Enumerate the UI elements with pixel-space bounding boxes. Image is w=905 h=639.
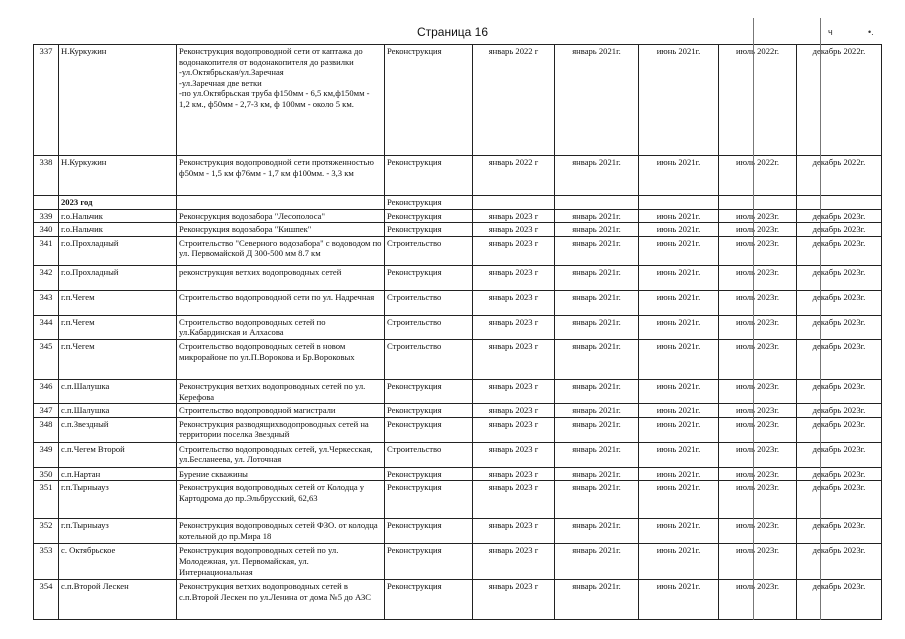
cell-date: июнь 2021г. bbox=[639, 223, 719, 237]
cell-number: 337 bbox=[34, 45, 59, 156]
cell-work-type: Реконструкция bbox=[385, 196, 473, 210]
cell-date: декабрь 2023г. bbox=[797, 442, 882, 467]
cell-date: июнь 2021г. bbox=[639, 417, 719, 442]
cell-description: Реконструкция ветхих водопроводных сетей в с.п.Второй Лескен по ул.Ленина от дома №5 до АЗС bbox=[177, 580, 385, 620]
table-row bbox=[34, 265, 882, 290]
cell-date: январь 2023 г bbox=[473, 404, 555, 418]
cell-date: январь 2023 г bbox=[473, 339, 555, 379]
cell-date: июль 2023г. bbox=[719, 519, 797, 544]
cell-date: январь 2021г. bbox=[555, 442, 639, 467]
cell-date: июнь 2021г. bbox=[639, 236, 719, 265]
cell-date: декабрь 2023г. bbox=[797, 315, 882, 339]
cell-date: декабрь 2022г. bbox=[797, 156, 882, 196]
cell-work-type: Реконструкция bbox=[385, 265, 473, 290]
cell-date bbox=[639, 196, 719, 210]
table-row bbox=[34, 290, 882, 315]
cell-date: январь 2021г. bbox=[555, 580, 639, 620]
cell-work-type: Строительство bbox=[385, 315, 473, 339]
scan-fold-line bbox=[753, 18, 754, 620]
cell-date: июнь 2021г. bbox=[639, 339, 719, 379]
cell-date: июнь 2021г. bbox=[639, 467, 719, 481]
cell-place: г.о.Прохладный bbox=[59, 236, 177, 265]
cell-place: г.п.Чегем bbox=[59, 315, 177, 339]
table-row bbox=[34, 315, 882, 339]
cell-work-type: Реконструкция bbox=[385, 45, 473, 156]
cell-date: январь 2023 г bbox=[473, 481, 555, 519]
cell-place: г.о.Нальчик bbox=[59, 209, 177, 223]
cell-date: декабрь 2023г. bbox=[797, 404, 882, 418]
cell-date: июль 2023г. bbox=[719, 223, 797, 237]
cell-date: январь 2021г. bbox=[555, 265, 639, 290]
cell-place: с.п.Шалушка bbox=[59, 404, 177, 418]
scan-fold-line bbox=[820, 18, 821, 620]
cell-description: Реконсрукция водозабора "Лесополоса" bbox=[177, 209, 385, 223]
cell-date bbox=[719, 196, 797, 210]
cell-description: реконструкция ветхих водопроводных сетей bbox=[177, 265, 385, 290]
table-row bbox=[34, 519, 882, 544]
table-body bbox=[34, 45, 882, 620]
cell-date: июнь 2021г. bbox=[639, 209, 719, 223]
cell-work-type: Реконструкция bbox=[385, 404, 473, 418]
cell-date: январь 2023 г bbox=[473, 265, 555, 290]
year-header-row bbox=[34, 196, 882, 210]
cell-work-type: Строительство bbox=[385, 236, 473, 265]
cell-place: с.п.Звездный bbox=[59, 417, 177, 442]
cell-date: январь 2023 г bbox=[473, 544, 555, 580]
cell-date: январь 2023 г bbox=[473, 519, 555, 544]
cell-date: июнь 2021г. bbox=[639, 519, 719, 544]
cell-description: Реконструкция ветхих водопроводных сетей по ул. Керефова bbox=[177, 379, 385, 403]
cell-number: 339 bbox=[34, 209, 59, 223]
cell-number: 350 bbox=[34, 467, 59, 481]
cell-description: Строительство водопроводных сетей, ул.Черкесская, ул.Бесланеева, ул. Лоточная bbox=[177, 442, 385, 467]
table-row bbox=[34, 339, 882, 379]
cell-date: январь 2022 г bbox=[473, 156, 555, 196]
cell-date: июль 2023г. bbox=[719, 290, 797, 315]
cell-date: январь 2023 г bbox=[473, 236, 555, 265]
cell-date: июнь 2021г. bbox=[639, 315, 719, 339]
cell-place: г.о.Нальчик bbox=[59, 223, 177, 237]
works-table bbox=[33, 44, 882, 620]
cell-date: июнь 2021г. bbox=[639, 265, 719, 290]
cell-number: 348 bbox=[34, 417, 59, 442]
cell-date: январь 2021г. bbox=[555, 339, 639, 379]
cell-description: Строительство "Северного водозабора" с водоводом по ул. Первомайской Д 300-500 мм 8.7 км bbox=[177, 236, 385, 265]
cell-work-type: Реконструкция bbox=[385, 519, 473, 544]
table-row bbox=[34, 223, 882, 237]
cell-description bbox=[177, 196, 385, 210]
cell-date: декабрь 2023г. bbox=[797, 209, 882, 223]
cell-date: июнь 2021г. bbox=[639, 544, 719, 580]
cell-place: г.п.Чегем bbox=[59, 339, 177, 379]
cell-date: декабрь 2023г. bbox=[797, 236, 882, 265]
cell-date: июль 2023г. bbox=[719, 544, 797, 580]
cell-date: январь 2023 г bbox=[473, 315, 555, 339]
cell-number: 349 bbox=[34, 442, 59, 467]
cell-date: январь 2021г. bbox=[555, 223, 639, 237]
cell-place: с.п.Второй Лескен bbox=[59, 580, 177, 620]
cell-date: январь 2023 г bbox=[473, 417, 555, 442]
cell-number: 340 bbox=[34, 223, 59, 237]
table-row bbox=[34, 156, 882, 196]
cell-work-type: Строительство bbox=[385, 442, 473, 467]
cell-date: июль 2023г. bbox=[719, 417, 797, 442]
cell-date: январь 2021г. bbox=[555, 519, 639, 544]
table-row bbox=[34, 236, 882, 265]
cell-date: январь 2023 г bbox=[473, 379, 555, 403]
cell-description: Реконструкция водопроводных сетей по ул. Молодежная, ул. Первомайская, ул. Интернациональная bbox=[177, 544, 385, 580]
table-row bbox=[34, 209, 882, 223]
cell-date: декабрь 2023г. bbox=[797, 379, 882, 403]
table-row bbox=[34, 404, 882, 418]
cell-description: Реконструкция водопроводных сетей от Колодца у Картодрома до пр.Эльбрусский, 62,63 bbox=[177, 481, 385, 519]
cell-date: июль 2023г. bbox=[719, 442, 797, 467]
cell-place: г.п.Тырныауз bbox=[59, 519, 177, 544]
cell-date: декабрь 2023г. bbox=[797, 265, 882, 290]
cell-date: декабрь 2023г. bbox=[797, 481, 882, 519]
cell-description: Строительство водопроводной сети по ул. Надречная bbox=[177, 290, 385, 315]
cell-date: июль 2023г. bbox=[719, 580, 797, 620]
cell-date: декабрь 2022г. bbox=[797, 45, 882, 156]
cell-date: январь 2021г. bbox=[555, 544, 639, 580]
cell-date: июль 2023г. bbox=[719, 379, 797, 403]
cell-date: июль 2023г. bbox=[719, 404, 797, 418]
cell-place: с.п.Шалушка bbox=[59, 379, 177, 403]
table-row bbox=[34, 45, 882, 156]
cell-date: январь 2023 г bbox=[473, 442, 555, 467]
cell-date: декабрь 2023г. bbox=[797, 467, 882, 481]
cell-work-type: Реконструкция bbox=[385, 417, 473, 442]
cell-number: 343 bbox=[34, 290, 59, 315]
cell-work-type: Строительство bbox=[385, 290, 473, 315]
cell-number: 338 bbox=[34, 156, 59, 196]
cell-place: г.п.Чегем bbox=[59, 290, 177, 315]
cell-number: 347 bbox=[34, 404, 59, 418]
cell-number: 352 bbox=[34, 519, 59, 544]
cell-place: Н.Куркужин bbox=[59, 156, 177, 196]
cell-place: г.о.Прохладный bbox=[59, 265, 177, 290]
cell-date: июнь 2021г. bbox=[639, 156, 719, 196]
scan-mark: ч bbox=[828, 27, 833, 37]
cell-date bbox=[797, 196, 882, 210]
cell-number: 345 bbox=[34, 339, 59, 379]
cell-date: июль 2023г. bbox=[719, 467, 797, 481]
cell-number bbox=[34, 196, 59, 210]
cell-description: Строительство водопроводной магистрали bbox=[177, 404, 385, 418]
cell-date: январь 2023 г bbox=[473, 467, 555, 481]
cell-number: 351 bbox=[34, 481, 59, 519]
cell-date: январь 2021г. bbox=[555, 417, 639, 442]
cell-date: январь 2023 г bbox=[473, 223, 555, 237]
cell-date: январь 2023 г bbox=[473, 209, 555, 223]
cell-date: январь 2023 г bbox=[473, 290, 555, 315]
cell-date: январь 2023 г bbox=[473, 580, 555, 620]
cell-date: январь 2021г. bbox=[555, 404, 639, 418]
cell-work-type: Реконструкция bbox=[385, 580, 473, 620]
cell-date: декабрь 2023г. bbox=[797, 544, 882, 580]
cell-place: 2023 год bbox=[59, 196, 177, 210]
cell-date: июль 2023г. bbox=[719, 209, 797, 223]
cell-date: июнь 2021г. bbox=[639, 442, 719, 467]
cell-description: Строительство водопроводных сетей в новом микрорайоне по ул.П.Ворокова и Бр.Вороковых bbox=[177, 339, 385, 379]
cell-date: январь 2021г. bbox=[555, 290, 639, 315]
cell-description: Бурение скважины bbox=[177, 467, 385, 481]
cell-place: с.п.Чегем Второй bbox=[59, 442, 177, 467]
cell-date: июнь 2021г. bbox=[639, 481, 719, 519]
table-row bbox=[34, 544, 882, 580]
cell-number: 354 bbox=[34, 580, 59, 620]
cell-work-type: Реконструкция bbox=[385, 209, 473, 223]
cell-work-type: Строительство bbox=[385, 339, 473, 379]
cell-place: г.п.Тырныауз bbox=[59, 481, 177, 519]
cell-date: январь 2021г. bbox=[555, 156, 639, 196]
table-row bbox=[34, 481, 882, 519]
cell-work-type: Реконструкция bbox=[385, 379, 473, 403]
cell-date: июнь 2021г. bbox=[639, 379, 719, 403]
cell-date: январь 2022 г bbox=[473, 45, 555, 156]
cell-number: 346 bbox=[34, 379, 59, 403]
cell-date: июнь 2021г. bbox=[639, 580, 719, 620]
cell-work-type: Реконструкция bbox=[385, 481, 473, 519]
cell-date: январь 2021г. bbox=[555, 236, 639, 265]
cell-date: декабрь 2023г. bbox=[797, 339, 882, 379]
cell-description: Реконструкция водопроводных сетей ФЗО. от колодца котельной до пр.Мира 18 bbox=[177, 519, 385, 544]
cell-place: с. Октябрьское bbox=[59, 544, 177, 580]
cell-description: Реконструкция водопроводной сети от каптажа до водонакопителя от водонакопителя до развилки -ул.Октябрьская/ул.Заречная -ул.Заречная две ветки -по ул.Октябрьская труба ф150мм - 6,5 км,ф150мм - 1,2 км., ф50мм - 2,7-3 км, ф 100мм - около 5 км. bbox=[177, 45, 385, 156]
table-row bbox=[34, 379, 882, 403]
cell-date: июль 2022г. bbox=[719, 156, 797, 196]
cell-description: Реконструкция разводящихводопроводных сетей на территории поселка Звездный bbox=[177, 417, 385, 442]
scan-mark: •. bbox=[868, 27, 874, 37]
cell-place: Н.Куркужин bbox=[59, 45, 177, 156]
cell-date bbox=[555, 196, 639, 210]
cell-work-type: Реконструкция bbox=[385, 156, 473, 196]
cell-date: июль 2023г. bbox=[719, 339, 797, 379]
cell-date: декабрь 2023г. bbox=[797, 290, 882, 315]
cell-work-type: Реконструкция bbox=[385, 223, 473, 237]
cell-date: декабрь 2023г. bbox=[797, 519, 882, 544]
cell-date: январь 2021г. bbox=[555, 315, 639, 339]
table-row bbox=[34, 467, 882, 481]
cell-date: июль 2023г. bbox=[719, 315, 797, 339]
cell-work-type: Реконструкция bbox=[385, 544, 473, 580]
cell-description: Реконструкция водопроводной сети протяженностью ф50мм - 1,5 км ф76мм - 1,7 км ф100мм. - 3,3 км bbox=[177, 156, 385, 196]
cell-date: июль 2022г. bbox=[719, 45, 797, 156]
cell-date: декабрь 2023г. bbox=[797, 417, 882, 442]
cell-date: январь 2021г. bbox=[555, 45, 639, 156]
cell-date: июль 2023г. bbox=[719, 236, 797, 265]
cell-place: с.п.Нартан bbox=[59, 467, 177, 481]
cell-description: Строительство водопроводных сетей по ул.Кабардинская и Алхасова bbox=[177, 315, 385, 339]
page-title: Страница 16 bbox=[416, 25, 489, 39]
cell-number: 344 bbox=[34, 315, 59, 339]
cell-date: июль 2023г. bbox=[719, 265, 797, 290]
table-row bbox=[34, 442, 882, 467]
cell-date: июнь 2021г. bbox=[639, 404, 719, 418]
cell-date: июнь 2021г. bbox=[639, 45, 719, 156]
cell-date: январь 2021г. bbox=[555, 467, 639, 481]
cell-number: 342 bbox=[34, 265, 59, 290]
cell-date: июнь 2021г. bbox=[639, 290, 719, 315]
cell-date: декабрь 2023г. bbox=[797, 580, 882, 620]
cell-date: январь 2021г. bbox=[555, 209, 639, 223]
cell-work-type: Реконструкция bbox=[385, 467, 473, 481]
cell-date: январь 2021г. bbox=[555, 481, 639, 519]
cell-date: декабрь 2023г. bbox=[797, 223, 882, 237]
cell-description: Реконсрукция водозабора "Кишпек" bbox=[177, 223, 385, 237]
table-row bbox=[34, 580, 882, 620]
table-row bbox=[34, 417, 882, 442]
cell-date: январь 2021г. bbox=[555, 379, 639, 403]
cell-number: 353 bbox=[34, 544, 59, 580]
cell-number: 341 bbox=[34, 236, 59, 265]
cell-date: июль 2023г. bbox=[719, 481, 797, 519]
cell-date bbox=[473, 196, 555, 210]
